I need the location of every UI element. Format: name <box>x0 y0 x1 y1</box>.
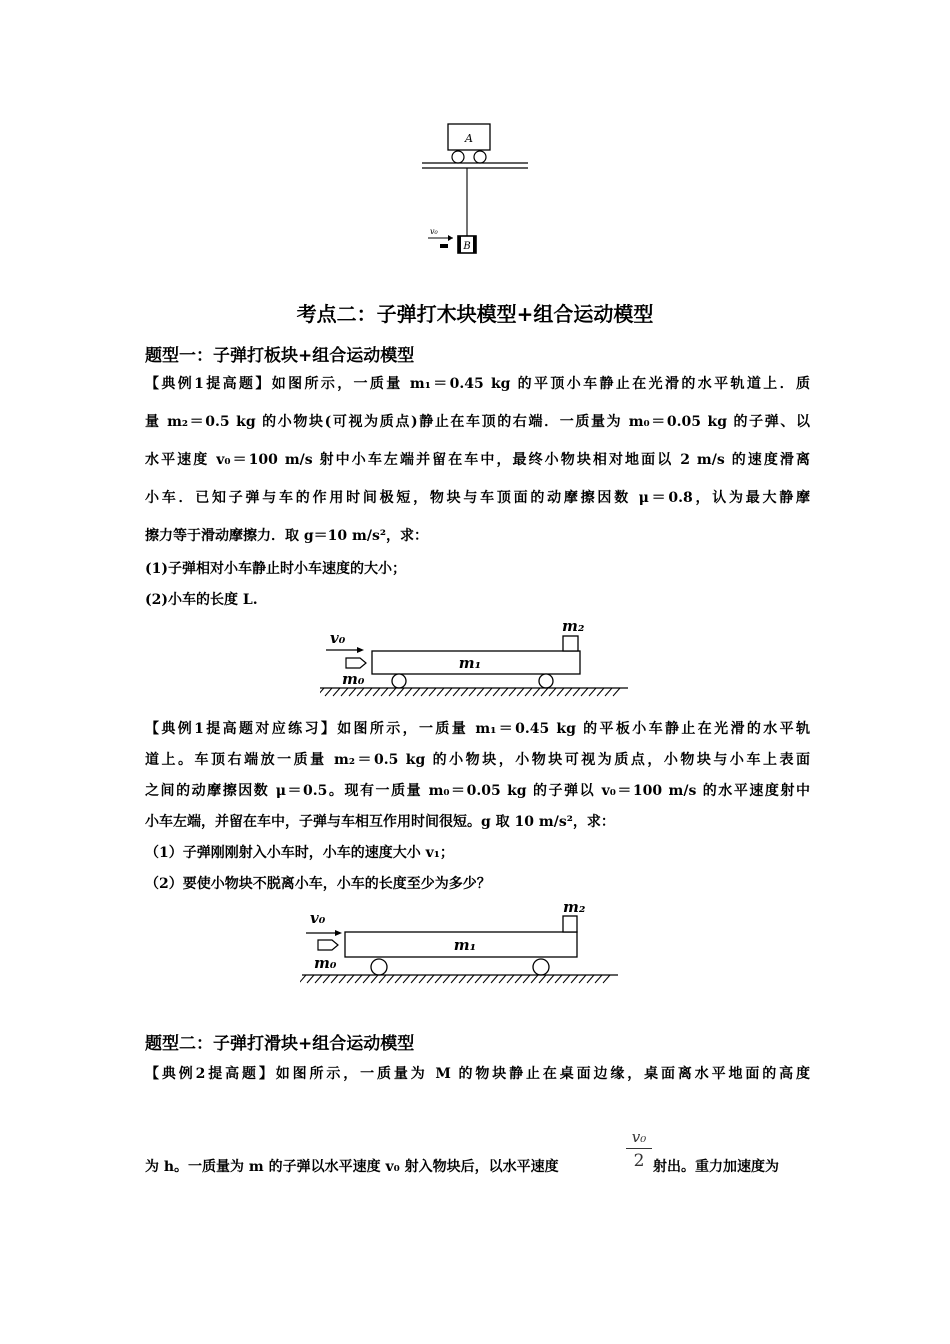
label-m1: m₁ <box>453 936 477 954</box>
hatch-mark <box>333 688 340 696</box>
hatch-mark <box>491 975 498 983</box>
example2-line-1: 【典例2提高题】如图所示，一质量为 M 的物块静止在桌面边缘，桌面离水平地面的高度 <box>145 1066 810 1082</box>
hatch-mark <box>373 688 380 696</box>
hatch-mark <box>573 688 580 696</box>
label-v0: v₀ <box>330 629 346 647</box>
label-v0: v₀ <box>310 909 326 927</box>
hatch-mark <box>325 688 332 696</box>
hatch-mark <box>437 688 444 696</box>
example1-line-3: 水平速度 v₀＝100 m/s 射中小车左端并留在车中，最终小物块相对地面以 2 m/s 的速度滑离 <box>145 452 810 468</box>
hatch-mark <box>371 975 378 983</box>
hatch-mark <box>435 975 442 983</box>
hatch-mark <box>429 688 436 696</box>
hatch-mark <box>597 688 604 696</box>
practice-line-4: 小车左端，并留在车中，子弹与车相互作用时间很短。g 取 10 m/s²，求： <box>145 814 615 830</box>
hatch-mark <box>445 688 452 696</box>
hatch-mark <box>475 975 482 983</box>
hatch-mark <box>347 975 354 983</box>
velocity-arrowhead <box>335 930 342 936</box>
fraction-numerator: v₀ <box>631 1128 647 1146</box>
hatch-mark <box>603 975 610 983</box>
hatch-mark <box>539 975 546 983</box>
hatch-mark <box>413 688 420 696</box>
bullet <box>346 658 366 668</box>
label-m0: m₀ <box>314 954 337 972</box>
hatch-mark <box>365 688 372 696</box>
practice-q2: （2）要使小物块不脱离小车，小车的长度至少为多少？ <box>145 876 491 892</box>
hatch-mark <box>483 975 490 983</box>
bullet-top <box>440 244 448 248</box>
wheel-right <box>539 674 553 688</box>
hatch-mark <box>419 975 426 983</box>
hatch-mark <box>355 975 362 983</box>
hatch-mark <box>405 688 412 696</box>
hatch-mark <box>549 688 556 696</box>
block-b-edge-right <box>473 236 476 253</box>
block-m2 <box>563 636 578 651</box>
example1-q2: (2)小车的长度 L. <box>145 592 258 608</box>
block-b-edge-left <box>458 236 461 253</box>
example1-line-4: 小车．已知子弹与车的作用时间极短，物块与车顶面的动摩擦因数 μ＝0.8，认为最大静摩 <box>145 490 810 506</box>
cart-figure-2 <box>300 898 622 990</box>
wheel-right <box>533 959 549 975</box>
hatch-mark <box>493 688 500 696</box>
hatch-mark <box>477 688 484 696</box>
hatch-mark <box>357 688 364 696</box>
pendulum-cart-figure <box>410 118 540 260</box>
wheel-left <box>371 959 387 975</box>
hatch-mark <box>467 975 474 983</box>
block-m2 <box>563 916 577 932</box>
example1-line-2: 量 m₂＝0.5 kg 的小物块(可视为质点)静止在车顶的右端．一质量为 m₀＝0.05 kg 的子弹、以 <box>145 414 810 430</box>
label-a: A <box>465 132 473 145</box>
practice-line-2: 道上。车顶右端放一质量 m₂＝0.5 kg 的小物块，小物块可视为质点，小物块与小车上表面 <box>145 752 810 768</box>
label-m0: m₀ <box>342 670 365 688</box>
section1-title: 题型一：子弹打板块+组合运动模型 <box>145 346 415 366</box>
hatch-mark <box>523 975 530 983</box>
hatch-mark <box>349 688 356 696</box>
hatch-mark <box>557 688 564 696</box>
hatch-mark <box>589 688 596 696</box>
hatch-mark <box>320 688 324 696</box>
hatch-mark <box>307 975 314 983</box>
practice-q1: （1）子弹刚刚射入小车时，小车的速度大小 v₁； <box>145 845 454 861</box>
fraction-denominator: 2 <box>633 1151 645 1171</box>
hatch-mark <box>461 688 468 696</box>
velocity-arrowhead-top <box>448 235 453 241</box>
hatch-mark <box>443 975 450 983</box>
hatch-mark <box>363 975 370 983</box>
hatch-mark <box>579 975 586 983</box>
practice-line-3: 之间的动摩擦因数 μ＝0.5。现有一质量 m₀＝0.05 kg 的子弹以 v₀＝100 m/s 的水平速度射中 <box>145 783 810 799</box>
hatch-mark <box>555 975 562 983</box>
hatch-mark <box>547 975 554 983</box>
example1-line-1: 【典例1提高题】如图所示，一质量 m₁＝0.45 kg 的平顶小车静止在光滑的水平轨道上．质 <box>145 376 810 392</box>
example2-line-2b: 射出。重力加速度为 <box>653 1159 779 1175</box>
hatch-mark <box>341 688 348 696</box>
practice-line-1: 【典例1提高题对应练习】如图所示，一质量 m₁＝0.45 kg 的平板小车静止在光滑的水平轨 <box>145 721 810 737</box>
label-m2: m₂ <box>563 898 586 916</box>
hatch-mark <box>563 975 570 983</box>
hatch-mark <box>387 975 394 983</box>
hatch-mark <box>469 688 476 696</box>
hatch-mark <box>411 975 418 983</box>
cart-figure-1 <box>320 616 632 704</box>
hatch-mark <box>541 688 548 696</box>
label-v0-top: v₀ <box>430 227 438 236</box>
hatch-mark <box>565 688 572 696</box>
hatch-mark <box>613 688 620 696</box>
wheel-left <box>392 674 406 688</box>
bullet <box>318 940 338 950</box>
hatch-mark <box>331 975 338 983</box>
hatch-mark <box>379 975 386 983</box>
page-heading: 考点二：子弹打木块模型+组合运动模型 <box>296 302 654 326</box>
cart-a-wheel-right <box>474 151 486 163</box>
hatch-mark <box>531 975 538 983</box>
hatch-mark <box>485 688 492 696</box>
label-b: B <box>463 241 471 252</box>
hatch-mark <box>499 975 506 983</box>
fraction-v0-over-2 <box>626 1128 652 1171</box>
hatch-mark <box>595 975 602 983</box>
ground-hatch <box>320 688 620 696</box>
hatch-mark <box>300 975 306 983</box>
hatch-mark <box>533 688 540 696</box>
hatch-mark <box>427 975 434 983</box>
hatch-mark <box>515 975 522 983</box>
hatch-mark <box>395 975 402 983</box>
hatch-mark <box>421 688 428 696</box>
section2-title: 题型二：子弹打滑块+组合运动模型 <box>145 1034 415 1054</box>
hatch-mark <box>323 975 330 983</box>
label-m2: m₂ <box>562 617 585 635</box>
hatch-mark <box>389 688 396 696</box>
example1-line-5: 擦力等于滑动摩擦力．取 g＝10 m/s²，求： <box>145 528 428 544</box>
hatch-mark <box>397 688 404 696</box>
label-m1: m₁ <box>458 654 482 672</box>
hatch-mark <box>315 975 322 983</box>
hatch-mark <box>381 688 388 696</box>
hatch-mark <box>605 688 612 696</box>
hatch-mark <box>459 975 466 983</box>
velocity-arrowhead <box>357 647 364 653</box>
cart-a-wheel-left <box>452 151 464 163</box>
fraction-bar <box>626 1148 652 1149</box>
example1-q1: (1)子弹相对小车静止时小车速度的大小； <box>145 561 406 577</box>
ground-hatch <box>300 975 610 983</box>
hatch-mark <box>525 688 532 696</box>
hatch-mark <box>507 975 514 983</box>
hatch-mark <box>501 688 508 696</box>
hatch-mark <box>581 688 588 696</box>
hatch-mark <box>587 975 594 983</box>
hatch-mark <box>339 975 346 983</box>
hatch-mark <box>453 688 460 696</box>
hatch-mark <box>403 975 410 983</box>
hatch-mark <box>451 975 458 983</box>
example2-line-2a: 为 h。一质量为 m 的子弹以水平速度 v₀ 射入物块后，以水平速度 <box>145 1159 559 1175</box>
hatch-mark <box>571 975 578 983</box>
hatch-mark <box>517 688 524 696</box>
hatch-mark <box>509 688 516 696</box>
